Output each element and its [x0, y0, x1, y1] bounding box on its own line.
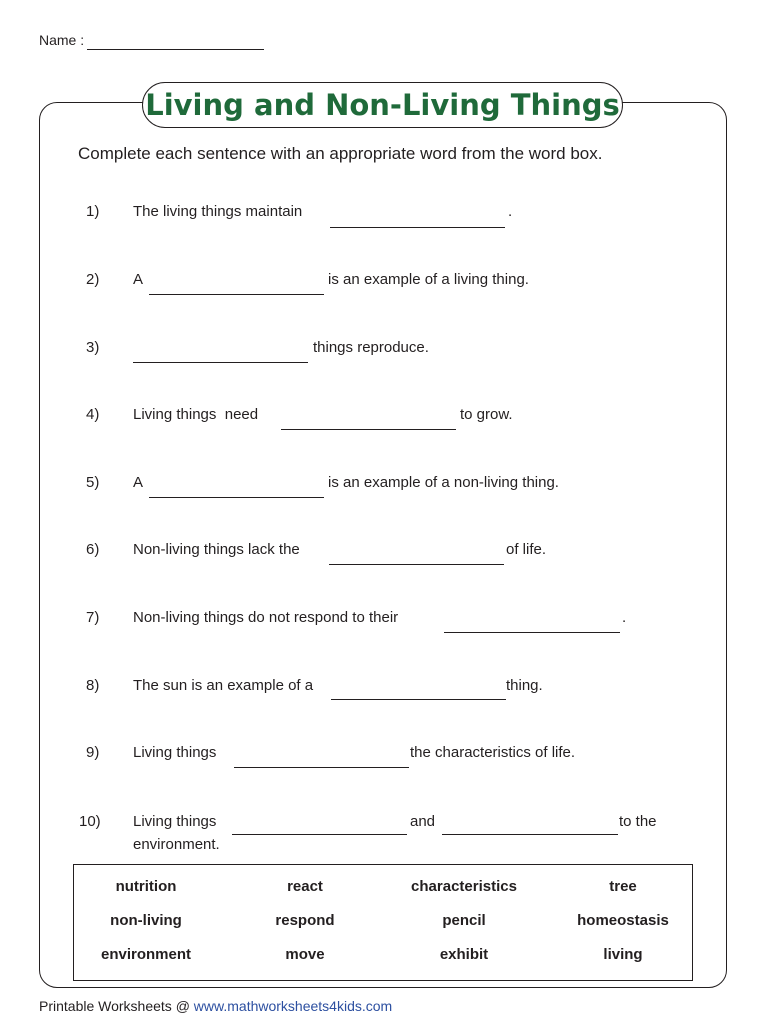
word-box-word: exhibit: [439, 946, 489, 963]
answer-blank-1[interactable]: [330, 227, 505, 228]
title-banner: [142, 82, 623, 128]
word-box-word: characteristics: [411, 878, 517, 895]
word-box-word: environment: [100, 946, 191, 963]
question-text-after: of life.: [506, 541, 547, 558]
word-box-word: pencil: [442, 912, 486, 929]
question-text-after: .: [508, 203, 513, 220]
question-text-before: Non-living things lack the: [133, 541, 300, 558]
footer-label: Printable Worksheets @: [39, 998, 190, 1014]
question-number: 10): [79, 813, 101, 830]
word-box-word: tree: [609, 878, 637, 895]
question-text-after: to the: [619, 813, 657, 830]
footer: [39, 998, 392, 1014]
question-number: 7): [86, 609, 100, 626]
question-number: 3): [86, 339, 100, 356]
question-text-before: The sun is an example of a: [133, 677, 314, 694]
word-box-word: nutrition: [115, 878, 177, 895]
name-field[interactable]: [87, 49, 264, 50]
question-number: 2): [86, 271, 100, 288]
question-text-after: things reproduce.: [313, 339, 429, 356]
question-text-after: to grow.: [460, 406, 513, 423]
question-number: 5): [86, 474, 100, 491]
question-text-before: Living things: [133, 813, 217, 830]
question-text-after: .: [622, 609, 627, 626]
question-number: 1): [86, 203, 100, 220]
question-number: 9): [86, 744, 100, 761]
question-number: 8): [86, 677, 100, 694]
name-label: Name :: [39, 32, 85, 48]
word-box: [73, 864, 693, 981]
question-text-before: Living things: [133, 744, 217, 761]
instructions: Complete each sentence with an appropriate word from the word box.: [78, 144, 603, 163]
question-text-before: A: [133, 271, 144, 288]
question-text-line2: environment.: [133, 836, 220, 853]
answer-blank-4[interactable]: [281, 429, 456, 430]
answer-blank-7[interactable]: [444, 632, 620, 633]
question-text-after: is an example of a non-living thing.: [328, 474, 559, 491]
word-box-word: move: [285, 946, 325, 963]
answer-blank-5[interactable]: [149, 497, 324, 498]
word-box-word: living: [603, 946, 643, 963]
question-text-after: the characteristics of life.: [410, 744, 576, 761]
question-text-before: Non-living things do not respond to their: [133, 609, 399, 626]
question-text-after: is an example of a living thing.: [328, 271, 529, 288]
answer-blank-9[interactable]: [234, 767, 409, 768]
question-number: 6): [86, 541, 100, 558]
answer-blank-8[interactable]: [331, 699, 506, 700]
question-number: 4): [86, 406, 100, 423]
answer-blank-6[interactable]: [329, 564, 504, 565]
answer-blank-10b[interactable]: [442, 834, 618, 835]
word-box-word: non-living: [110, 912, 182, 929]
worksheet-title: Living and Non-Living Things: [145, 88, 620, 122]
question-text-before: Living things need: [133, 406, 259, 423]
word-box-word: homeostasis: [577, 912, 669, 929]
question-text-after: thing.: [506, 677, 543, 694]
question-text-before: The living things maintain: [133, 203, 303, 220]
answer-blank-3[interactable]: [133, 362, 308, 363]
answer-blank-2[interactable]: [149, 294, 324, 295]
question-text-before: A: [133, 474, 144, 491]
answer-blank-10a[interactable]: [232, 834, 407, 835]
footer-link[interactable]: www.mathworksheets4kids.com: [193, 998, 393, 1014]
word-box-word: respond: [275, 912, 335, 929]
word-box-word: react: [287, 878, 323, 895]
question-text-middle: and: [410, 813, 436, 830]
